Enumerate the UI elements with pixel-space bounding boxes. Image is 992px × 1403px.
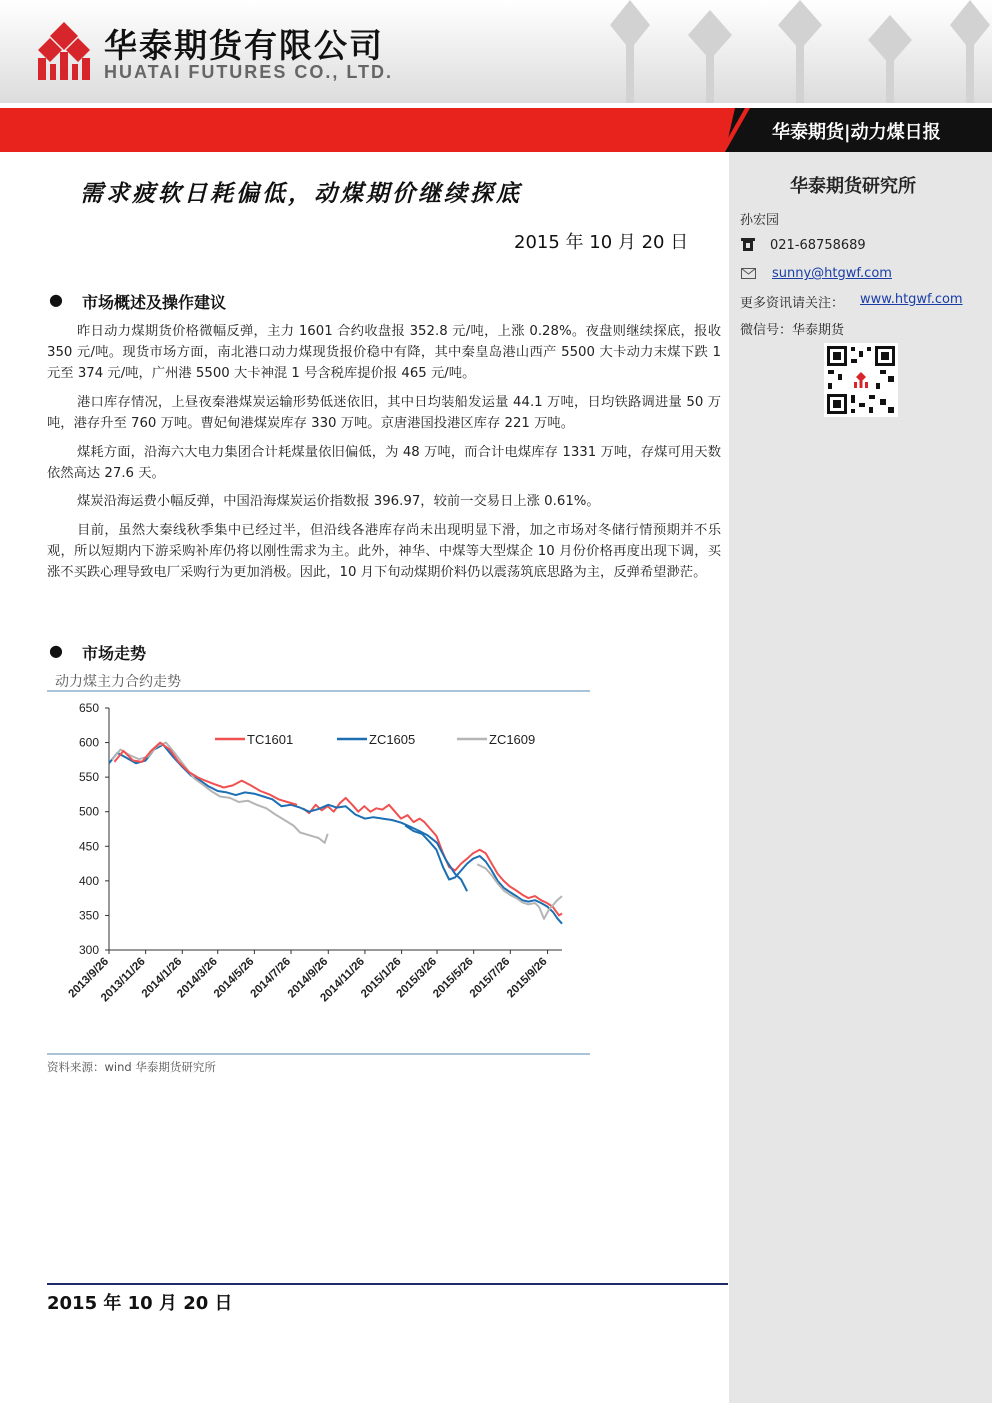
company-logo [38,22,90,80]
section-title-market-trend: 市场走势 [82,644,147,663]
paragraph: 目前，虽然大秦线秋季集中已经过半，但沿线各港库存尚未出现明显下滑，加之市场对冬储行情预期并不乐观，所以短期内下游采购补库仍将以刚性需求为主。此外，神华、中煤等大型煤企 10 月份价格再度出现下调，买涨不买跌心理导致电厂采购行为更加消极。因此，10 月下旬动煤期价料仍以震荡筑底思路为主，反弹希望渺茫。 [47,523,721,580]
bullet-icon: ● [49,290,63,309]
footer-rule [47,1283,728,1285]
bullet-icon: ● [49,641,63,660]
y-tick-label: 350 [78,908,99,923]
report-type-title: 华泰期货|动力煤日报 [772,122,941,143]
x-tick-label: 2013/9/26 [66,955,112,1001]
chart-bottom-rule [47,1053,590,1055]
x-tick-label: 2014/11/26 [318,955,368,1005]
report-title: 需求疲软日耗偏低，动煤期价继续探底 [80,180,522,207]
x-tick-label: 2014/5/26 [211,955,257,1001]
series-line-zc1605 [405,826,562,924]
series-line-zc1609 [477,864,562,919]
chart-top-rule [47,690,590,692]
phone-icon [741,238,755,251]
y-tick-label: 600 [78,735,99,750]
research-institute-heading: 华泰期货研究所 [790,176,916,197]
y-tick-label: 400 [78,873,99,888]
x-tick-label: 2014/9/26 [285,955,331,1001]
phone-number: 021-68758689 [770,238,866,253]
y-tick-label: 550 [78,770,99,785]
footer-date: 2015 年 10 月 20 日 [47,1293,233,1314]
sidebar [729,152,992,1403]
analyst-name: 孙宏园 [740,213,780,228]
x-tick-label: 2015/7/26 [467,955,513,1001]
x-tick-label: 2013/11/26 [99,955,148,1005]
x-tick-label: 2015/5/26 [431,955,476,1001]
website-link[interactable]: www.htgwf.com [860,292,963,307]
wechat-label: 微信号：华泰期货 [740,323,845,338]
paragraph: 港口库存情况，上昼夜秦港煤炭运输形势低迷依旧，其中日均装船发运量 44.1 万吨，日均铁路调进量 50 万吨，港存升至 760 万吨。曹妃甸港煤炭库存 330 万吨。京唐港国投港区库存 221 万吨。 [47,395,721,431]
x-tick-label: 2015/9/26 [505,955,550,1001]
x-tick-label: 2014/1/26 [139,955,185,1001]
y-tick-label: 650 [78,701,99,715]
paragraph: 煤炭沿海运费小幅反弹，中国沿海煤炭运价指数报 396.97，较前一交易日上涨 0.61%。 [77,494,600,509]
series-line-tc1601 [303,798,562,916]
chart-caption: 动力煤主力合约走势 [55,674,181,690]
paragraph: 煤耗方面，沿海六大电力集团合计耗煤量依旧偏低，为 48 万吨，而合计电煤库存 1331 万吨，存煤可用天数依然高达 27.6 天。 [47,445,721,481]
company-name-en: HUATAI FUTURES CO., LTD. [104,62,393,82]
company-name-cn: 华泰期货有限公司 [104,26,384,65]
report-date: 2015 年 10 月 20 日 [514,232,689,253]
mail-icon [741,268,756,279]
y-tick-label: 450 [78,839,99,854]
paragraph: 昨日动力煤期货价格微幅反弹，主力 1601 合约收盘报 352.8 元/吨，上涨 0.28%。夜盘则继续探底，报收 350 元/吨。现货市场方面，南北港口动力煤现货报价稳中有降，其中秦皇岛港山西产 5500 大卡动力末煤下跌 1 元至 374 元/吨，广州港 5500 大卡神混 1 号含税库提价报 465 元/吨。 [47,324,721,381]
x-tick-label: 2014/7/26 [248,955,294,1001]
x-tick-label: 2015/1/26 [359,955,404,1001]
series-line-continuation [114,743,297,805]
legend-label: ZC1605 [369,732,416,747]
section-title-overview: 市场概述及操作建议 [82,293,227,312]
header-decoration [560,0,992,103]
y-tick-label: 500 [78,804,99,819]
email-link[interactable]: sunny@htgwf.com [772,266,892,281]
x-tick-label: 2015/3/26 [394,955,440,1001]
data-source: 资料来源：wind 华泰期货研究所 [47,1060,216,1074]
x-tick-label: 2014/3/26 [175,955,220,1001]
price-trend-chart [47,693,590,1053]
y-tick-label: 300 [78,943,99,957]
qr-code[interactable] [824,343,898,417]
series-line-continuation [109,745,467,892]
more-info-label: 更多资讯请关注： [740,296,845,311]
legend-label: TC1601 [247,732,294,747]
legend-label: ZC1609 [489,732,536,747]
